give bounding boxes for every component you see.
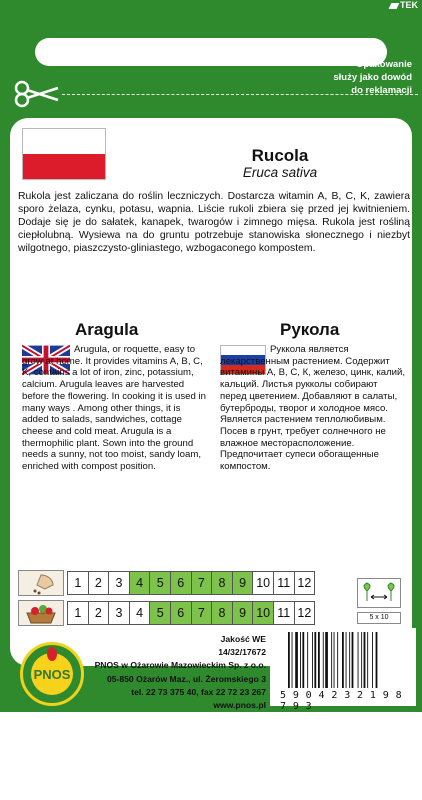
barcode-bar bbox=[314, 632, 316, 688]
month-cell: 8 bbox=[211, 601, 233, 625]
harvest-basket-icon bbox=[18, 600, 64, 626]
month-cell: 5 bbox=[149, 571, 171, 595]
barcode-bar bbox=[323, 632, 324, 688]
month-cell: 12 bbox=[294, 601, 316, 625]
poland-flag-icon bbox=[22, 128, 106, 180]
sowing-calendar bbox=[18, 570, 315, 596]
month-cell: 2 bbox=[88, 601, 110, 625]
tek-mark: TEK bbox=[390, 0, 418, 10]
month-cell: 7 bbox=[191, 571, 213, 595]
barcode-bar bbox=[292, 632, 293, 688]
barcode-bar bbox=[288, 632, 290, 688]
barcode-bar bbox=[318, 632, 320, 688]
month-cell: 10 bbox=[252, 571, 274, 595]
company-address: 05-850 Ożarów Maz., ul. Żeromskiego 3 bbox=[106, 673, 266, 684]
month-cell: 4 bbox=[129, 571, 151, 595]
month-cell: 4 bbox=[129, 601, 151, 625]
month-cell: 10 bbox=[252, 601, 274, 625]
month-cell: 8 bbox=[211, 571, 233, 595]
harvest-calendar bbox=[18, 600, 315, 626]
barcode-bars bbox=[288, 632, 406, 688]
month-cell: 2 bbox=[88, 571, 110, 595]
barcode-bar bbox=[361, 632, 362, 688]
month-cell: 12 bbox=[294, 571, 316, 595]
cut-note: Opakowanie służy jako dowód do reklamacji bbox=[333, 59, 412, 96]
scissors-icon bbox=[14, 80, 60, 108]
barcode-bar bbox=[295, 632, 298, 688]
barcode-bar bbox=[376, 632, 378, 688]
leaf-icon bbox=[389, 3, 400, 9]
month-cell: 11 bbox=[273, 601, 295, 625]
cut-line bbox=[62, 94, 418, 95]
sowing-hand-icon bbox=[18, 570, 64, 596]
month-cell: 9 bbox=[232, 571, 254, 595]
description-russian: Руккола является лекарственным растением. Содержит витамины А, В, С, К, железо, цинк, калий, кальций. Листья рукколы собирают перед цветением. Добавляют в салаты, бутерброды, творог и холодное мясо. Является растением теплолюбивым. Посев в грунт, требует солнечного не влажное месторасположение. Предпочитает супеси обогащенные компостом. bbox=[220, 344, 406, 473]
tomato-icon bbox=[47, 647, 57, 661]
month-cell: 1 bbox=[67, 571, 89, 595]
month-cell: 6 bbox=[170, 601, 192, 625]
month-cell: 9 bbox=[232, 601, 254, 625]
company-info bbox=[90, 633, 266, 712]
month-cell: 7 bbox=[191, 601, 213, 625]
month-cell: 3 bbox=[108, 571, 130, 595]
company-website: www.pnos.pl bbox=[213, 700, 266, 711]
barcode-bar bbox=[302, 632, 304, 688]
barcode-bar bbox=[307, 632, 308, 688]
harvest-months bbox=[68, 601, 315, 625]
barcode bbox=[270, 628, 416, 712]
registration-code: 14/32/17672 bbox=[218, 647, 266, 658]
barcode-bar bbox=[364, 632, 366, 688]
barcode-bar bbox=[331, 632, 332, 688]
english-heading: Aragula bbox=[75, 320, 139, 339]
product-title: Rucola bbox=[251, 146, 309, 165]
month-cell: 6 bbox=[170, 571, 192, 595]
month-cell: 11 bbox=[273, 571, 295, 595]
barcode-bar bbox=[312, 632, 313, 688]
barcode-bar bbox=[352, 632, 354, 688]
company-name: PNOS w Ożarowie Mazowieckim Sp. z o.o. bbox=[94, 660, 266, 671]
barcode-bar bbox=[349, 632, 350, 688]
pnos-logo: PNOS bbox=[20, 642, 84, 706]
quality-label: Jakość WE bbox=[220, 634, 266, 644]
month-cell: 3 bbox=[108, 601, 130, 625]
month-cell: 1 bbox=[67, 601, 89, 625]
barcode-bar bbox=[342, 632, 344, 688]
sowing-months bbox=[68, 571, 315, 595]
latin-name: Eruca sativa bbox=[242, 165, 318, 180]
plant-spacing-icon bbox=[357, 578, 401, 608]
barcode-bar bbox=[346, 632, 347, 688]
description-polish: Rukola jest zaliczana do roślin leczniczych. Dostarcza witamin A, B, C, K, zawiera sporo żelaza, cynku, potasu, wapnia. Liście rukoli zbiera się przed jej kwitnieniem. Dodaje się je do sałatek, kanapek, twarogów i zimnego mięsa. Rukola jest rośliną ciepłolubną. Wysiewa na do gruntu potrzebuje stanowiska słonecznego i niezbyt wilgotnego, piaszczysto-gliniastego, wzbogaconego kompostem. bbox=[18, 191, 410, 254]
barcode-bar bbox=[325, 632, 328, 688]
month-cell: 5 bbox=[149, 601, 171, 625]
barcode-bar bbox=[300, 632, 301, 688]
barcode-number: 5 9 0 4 2 3 2 1 9 8 7 9 3 bbox=[280, 690, 402, 712]
barcode-bar bbox=[358, 632, 359, 688]
barcode-bar bbox=[337, 632, 338, 688]
company-phone: tel. 22 73 375 40, fax 22 72 23 267 bbox=[131, 686, 266, 697]
barcode-bar bbox=[367, 632, 368, 688]
spacing-value: 5 x 10 bbox=[357, 612, 401, 624]
barcode-bar bbox=[372, 632, 373, 688]
russian-heading: Рукола bbox=[280, 320, 340, 339]
description-english: Arugula, or roquette, easy to grow at home. It provides vitamins A, B, C, K, contains a lot of iron, zinc, potassium, calcium. Arugula leaves are harvested before the flowering. In cooking it is used in many ways . Among other things, it is added to salads, sandwiches, cottage cheese and cold meat. Arugula is a thermophilic plant. Sown into the ground needs a sunny, not too moist, sandy loam, enriched with compost position. bbox=[22, 344, 206, 473]
barcode-bar bbox=[334, 632, 335, 688]
